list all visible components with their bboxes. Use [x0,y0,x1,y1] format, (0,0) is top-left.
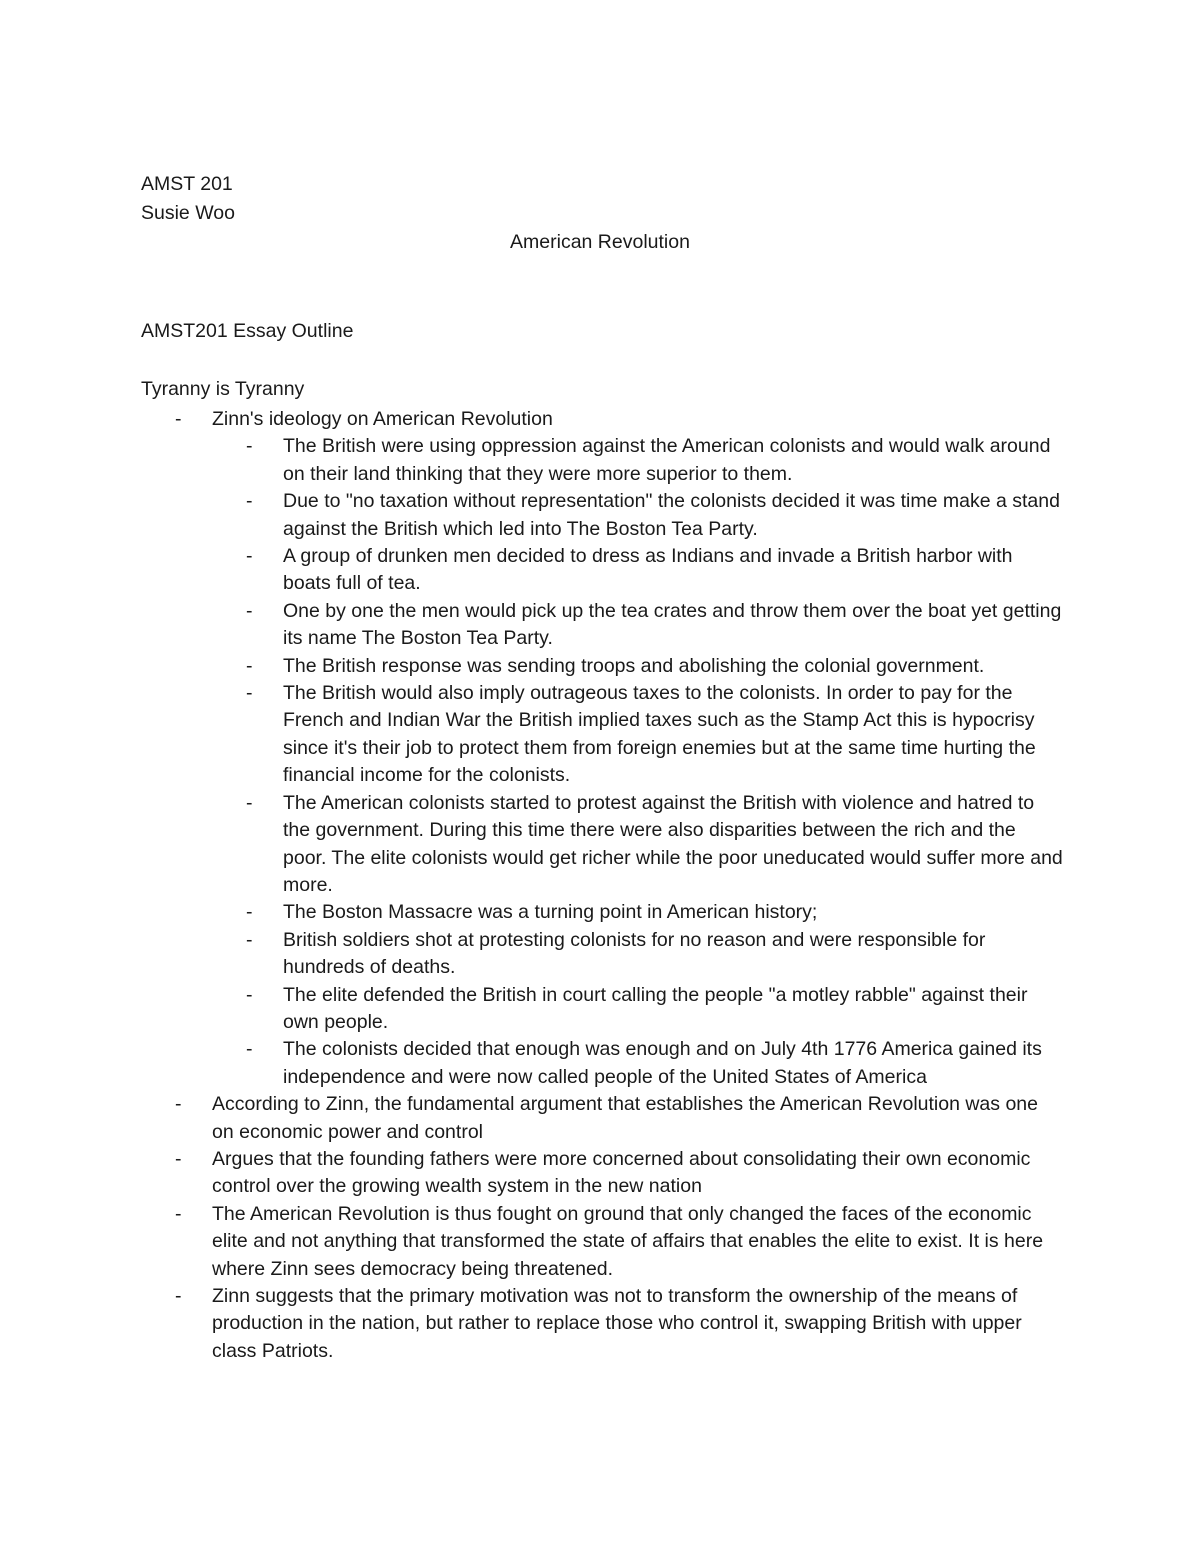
outline-list [141,406,1071,1365]
bullet-dash: - [175,1202,182,1225]
sub-item [212,790,1071,900]
outline-item-text: The American Revolution is thus fought on ground that only changed the faces of the economic elite and not anything that transformed the state of affairs that enables the elite to exist. It is here where Zinn sees democracy being threatened. [212,1202,1044,1280]
sub-item-text: A group of drunken men decided to dress as Indians and invade a British harbor with boats full of tea. [283,545,1013,595]
sub-item [212,488,1071,543]
sub-item [212,433,1071,488]
sub-item-text: The elite defended the British in court calling the people "a motley rabble" against their own people. [283,983,1028,1033]
sub-item [212,680,1071,790]
bullet-dash: - [246,435,253,458]
bullet-dash: - [246,682,253,705]
outline-item-text: According to Zinn, the fundamental argument that establishes the American Revolution was one on economic power and control [212,1093,1038,1143]
sub-item-text: The British would also imply outrageous taxes to the colonists. In order to pay for the French and Indian War the British implied taxes such as the Stamp Act this is hypocrisy since it's their job to protect them from foreign enemies but at the same time hurting the financial income for the colonists. [283,682,1036,787]
bullet-dash: - [246,545,253,568]
outline-item-text: Zinn's ideology on American Revolution [212,408,553,430]
sub-item-text: Due to "no taxation without representation" the colonists decided it was time make a stand against the British which led into The Boston Tea Party. [283,490,1060,540]
sub-item [212,982,1071,1037]
outline-item [141,1146,1071,1201]
outline-item [141,1201,1071,1283]
outline-item [141,1283,1071,1365]
bullet-dash: - [246,599,253,622]
bullet-dash: - [246,928,253,951]
sub-item-text: The British response was sending troops and abolishing the colonial government. [283,654,985,677]
sub-item [212,899,1071,926]
sub-list [212,433,1071,1091]
bullet-dash: - [246,901,253,924]
outline-item-text: Argues that the founding fathers were more concerned about consolidating their own economic control over the growing wealth system in the new nation [212,1147,1031,1198]
author-name: Susie Woo [141,202,235,224]
outline-item-text: Zinn suggests that the primary motivation was not to transform the ownership of the means of production in the nation, but rather to replace those who control it, swapping British with upper class Patriots. [212,1285,1022,1362]
bullet-dash: - [246,1038,253,1061]
outline-heading: AMST201 Essay Outline [141,320,354,342]
outline-item [141,406,1071,1091]
bullet-dash: - [246,791,253,814]
document-title: American Revolution [510,231,690,253]
course-code: AMST 201 [141,173,233,195]
sub-item-text: The British were using oppression against the American colonists and would walk around on their land thinking that they were more superior to them. [283,435,1051,485]
sub-item-text: British soldiers shot at protesting colonists for no reason and were responsible for hundreds of deaths. [283,928,986,979]
section-heading: Tyranny is Tyranny [141,378,305,400]
bullet-dash: - [175,408,182,430]
bullet-dash: - [246,490,253,513]
sub-item-text: The American colonists started to protest against the British with violence and hatred to the government. During this time there were also disparities between the rich and the poor. The elite colonists would get richer while the poor uneducated would suffer more and more. [283,791,1063,896]
bullet-dash: - [175,1093,182,1116]
bullet-dash: - [175,1147,182,1170]
sub-item-text: The colonists decided that enough was enough and on July 4th 1776 America gained its independence and were now called people of the United States of America [283,1038,1042,1088]
sub-item-text: One by one the men would pick up the tea crates and throw them over the boat yet getting its name The Boston Tea Party. [283,599,1062,650]
bullet-dash: - [175,1285,182,1307]
sub-item [212,653,1071,680]
bullet-dash: - [246,654,253,677]
bullet-dash: - [246,983,253,1006]
sub-item [212,598,1071,653]
sub-item-text: The Boston Massacre was a turning point in American history; [283,901,818,924]
sub-item [212,927,1071,982]
sub-item [212,543,1071,598]
outline-item [141,1091,1071,1146]
sub-item [212,1036,1071,1091]
